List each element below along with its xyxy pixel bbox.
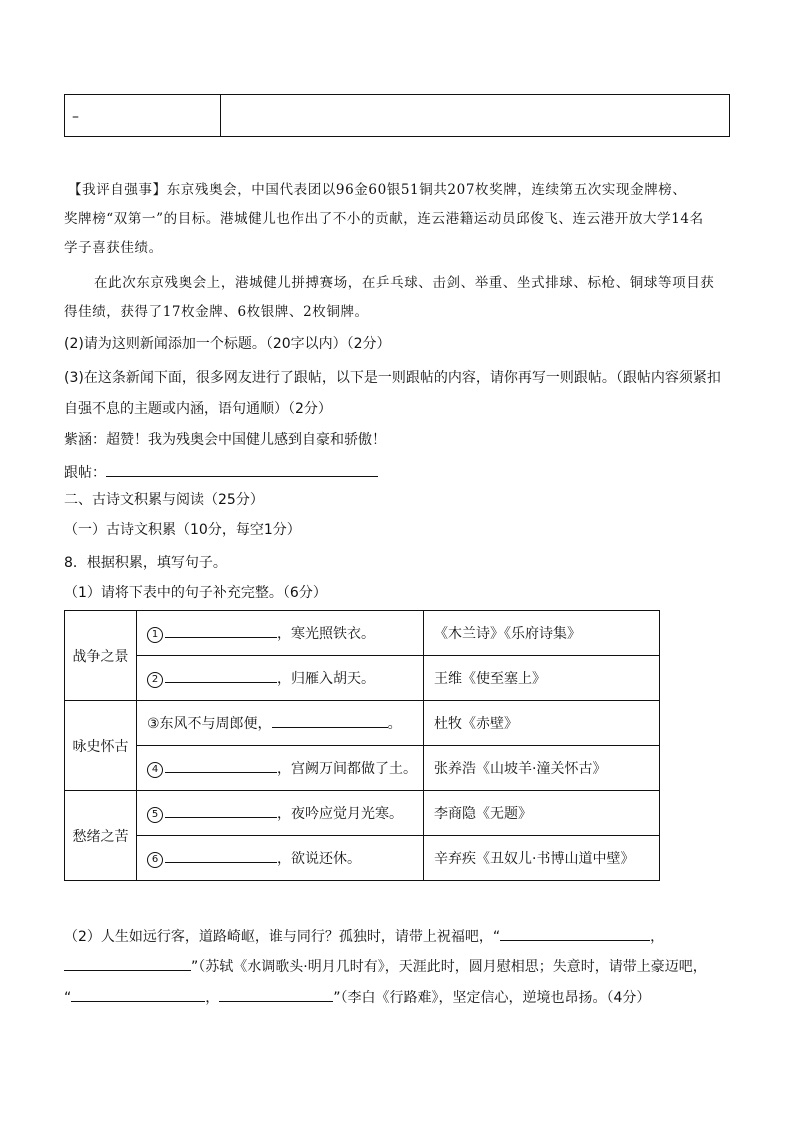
section-2-heading: 二、古诗文积累与阅读（25分） — [64, 492, 264, 508]
source-cell: 《木兰诗》《乐府诗集》 — [424, 611, 660, 656]
line-text: ，寒光照铁衣。 — [277, 626, 375, 642]
answer-blank-4[interactable] — [165, 758, 277, 773]
question-3-line-1: (3)在这条新闻下面，很多网友进行了跟帖，以下是一则跟帖的内容，请你再写一则跟帖。（跟帖内容须紧扣 — [64, 370, 721, 386]
comment-answer-blank[interactable] — [106, 462, 378, 477]
fill-cell — [137, 791, 424, 836]
question-text: ， — [205, 990, 220, 1006]
top-table — [64, 94, 730, 137]
news-paragraph-2-line-2: 得佳绩，获得了17枚金牌、6枚银牌、2枚铜牌。 — [64, 304, 369, 320]
section-2-1-heading: （一）古诗文积累（10分，每空1分） — [64, 522, 301, 538]
answer-blank-2[interactable] — [165, 668, 277, 683]
question-8-2-line-2 — [64, 956, 707, 977]
news-label: 【我评自强事】 — [68, 182, 167, 198]
table-divider — [220, 95, 221, 136]
fill-cell — [137, 656, 424, 701]
circled-number: 6 — [147, 852, 163, 868]
line-text: 。 — [387, 716, 402, 732]
question-8-heading: 8．根据积累，填写句子。 — [64, 555, 227, 571]
answer-blank-3[interactable] — [272, 713, 388, 728]
question-8-1-heading: （1）请将下表中的句子补充完整。（6分） — [64, 585, 327, 601]
question-8-2-line-3 — [64, 987, 650, 1008]
circled-number: 4 — [147, 762, 163, 778]
circled-number: 1 — [147, 627, 163, 643]
table-row — [65, 656, 660, 701]
table-row — [65, 746, 660, 791]
fill-cell — [137, 701, 424, 746]
line-text: ，宫阙万间都做了土。 — [277, 761, 417, 777]
line-text: ，归雁入胡天。 — [277, 671, 375, 687]
news-paragraph-1-line-3: 学子喜获佳绩。 — [64, 240, 163, 256]
circled-number: 5 — [147, 807, 163, 823]
table-row — [65, 701, 660, 746]
comment-label: 跟帖： — [64, 465, 106, 481]
source-cell: 杜牧《赤壁》 — [424, 701, 660, 746]
news-paragraph-1-line-1 — [68, 180, 687, 200]
table-cell-text: – — [72, 109, 79, 125]
table-row — [65, 836, 660, 881]
answer-blank-7[interactable] — [500, 926, 650, 941]
question-text: ”（苏轼《水调歌头·明月几时有》，天涯此时，圆月慰相思；失意时，请带上豪迈吧， — [191, 959, 707, 975]
sample-comment: 紫涵：超赞！我为残奥会中国健儿感到自豪和骄傲！ — [64, 432, 386, 448]
question-text: （2）人生如远行客，道路崎岖，谁与同行？孤独时，请带上祝福吧，“ — [64, 929, 501, 945]
fill-cell — [137, 611, 424, 656]
poem-table — [64, 610, 660, 881]
source-cell: 张养浩《山坡羊·潼关怀古》 — [424, 746, 660, 791]
line-text: ，欲说还休。 — [277, 851, 361, 867]
news-paragraph-2-line-1: 在此次东京残奥会上，港城健儿拼搏赛场，在乒乓球、击剑、举重、坐式排球、标枪、铜球等项目获 — [94, 275, 715, 291]
question-text: ， — [650, 929, 665, 945]
question-8-2-line-1 — [64, 926, 664, 947]
line-text: ③东风不与周郎便， — [147, 716, 272, 732]
question-3-line-2: 自强不息的主题或内涵，语句通顺）（2分） — [64, 401, 332, 417]
question-text: ”（李白《行路难》，坚定信心，逆境也昂扬。（4分） — [333, 990, 651, 1006]
category-cell: 战争之景 — [65, 611, 137, 701]
table-row — [65, 791, 660, 836]
question-2: (2)请为这则新闻添加一个标题。（20字以内）（2分） — [64, 336, 391, 352]
answer-blank-10[interactable] — [219, 987, 333, 1002]
answer-blank-1[interactable] — [165, 623, 277, 638]
news-text: 东京残奥会，中国代表团以96金60银51铜共207枚奖牌，连续第五次实现金牌榜、 — [166, 182, 687, 198]
fill-cell — [137, 746, 424, 791]
source-cell: 王维《使至塞上》 — [424, 656, 660, 701]
source-cell: 辛弃疾《丑奴儿·书博山道中壁》 — [424, 836, 660, 881]
category-cell: 咏史怀古 — [65, 701, 137, 791]
source-cell: 李商隐《无题》 — [424, 791, 660, 836]
circled-number: 2 — [147, 672, 163, 688]
answer-blank-9[interactable] — [71, 987, 205, 1002]
question-text: “ — [64, 990, 72, 1006]
line-text: ，夜吟应觉月光寒。 — [277, 806, 403, 822]
fill-cell — [137, 836, 424, 881]
table-row — [65, 611, 660, 656]
answer-blank-5[interactable] — [165, 803, 277, 818]
category-cell: 愁绪之苦 — [65, 791, 137, 881]
answer-blank-6[interactable] — [165, 848, 277, 863]
news-paragraph-1-line-2: 奖牌榜“双第一”的目标。港城健儿也作出了不小的贡献，连云港籍运动员邱俊飞、连云港开放大学14名 — [64, 211, 704, 227]
comment-line — [64, 462, 378, 483]
answer-blank-8[interactable] — [64, 956, 191, 971]
